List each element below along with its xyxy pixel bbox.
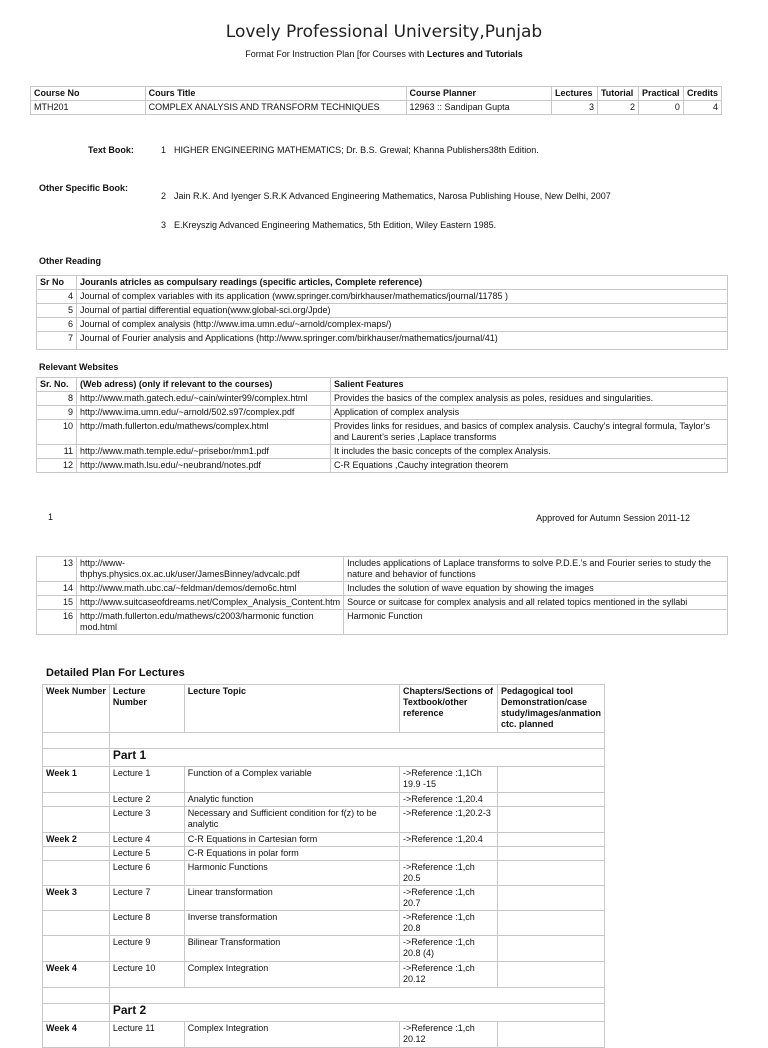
table-row bbox=[37, 332, 728, 350]
lecture-cell: Lecture 5 bbox=[109, 847, 184, 861]
website-srno: 10 bbox=[37, 420, 77, 445]
plan-header-cell: Lecture Number bbox=[109, 685, 184, 733]
pedagogy-cell bbox=[497, 833, 604, 847]
plan-header-cell: Week Number bbox=[43, 685, 110, 733]
table-row bbox=[37, 420, 728, 445]
table-row bbox=[43, 962, 605, 988]
reading-text: Journal of Fourier analysis and Applications (http://www.springer.com/birkhauser/mathematics/journal/41) bbox=[77, 332, 728, 350]
text-book-label: Text Book: bbox=[88, 145, 134, 155]
week-cell: Week 4 bbox=[43, 1022, 110, 1048]
table-row bbox=[37, 596, 728, 610]
lecture-cell: Lecture 8 bbox=[109, 911, 184, 936]
topic-cell: Harmonic Functions bbox=[184, 861, 399, 886]
week-cell: Week 2 bbox=[43, 833, 110, 847]
topic-cell: Necessary and Sufficient condition for f(z) to be analytic bbox=[184, 807, 399, 833]
other-reading-table bbox=[36, 275, 728, 350]
spacer-row bbox=[43, 988, 605, 1004]
spacer-row bbox=[43, 733, 605, 749]
plan-header-cell: Lecture Topic bbox=[184, 685, 399, 733]
course-value-cell: 0 bbox=[638, 101, 683, 115]
lecture-cell: Lecture 1 bbox=[109, 767, 184, 793]
pedagogy-cell bbox=[497, 847, 604, 861]
part-2-heading: Part 2 bbox=[109, 1004, 604, 1022]
reading-header-cell: Sr No bbox=[37, 276, 77, 290]
topic-cell: Function of a Complex variable bbox=[184, 767, 399, 793]
websites-table-continued bbox=[36, 556, 728, 635]
table-row bbox=[43, 886, 605, 911]
week-cell: Week 1 bbox=[43, 767, 110, 793]
website-url[interactable]: http://www.ima.umn.edu/~arnold/502.s97/complex.pdf bbox=[77, 406, 331, 420]
pedagogy-cell bbox=[497, 962, 604, 988]
reading-srno: 7 bbox=[37, 332, 77, 350]
website-feature: Application of complex analysis bbox=[331, 406, 728, 420]
pedagogy-cell bbox=[497, 793, 604, 807]
table-row bbox=[43, 1022, 605, 1048]
website-feature: Includes applications of Laplace transforms to solve P.D.E.’s and Fourier series to study the nature and behavior of functions bbox=[344, 557, 728, 582]
table-row bbox=[43, 847, 605, 861]
website-url[interactable]: http://www.suitcaseofdreams.net/Complex_Analysis_Content.htm bbox=[77, 596, 344, 610]
reading-header-cell: Jouranls atricles as compulsary readings (specific articles, Complete reference) bbox=[77, 276, 728, 290]
course-header-cell: Course Planner bbox=[406, 87, 551, 101]
table-row bbox=[43, 793, 605, 807]
reference-cell: ->Reference :1,ch 20.12 bbox=[400, 962, 498, 988]
part-row bbox=[43, 1004, 605, 1022]
reference-cell bbox=[400, 847, 498, 861]
plan-header-cell: Chapters/Sections of Textbook/other reference bbox=[400, 685, 498, 733]
other-book-label: Other Specific Book: bbox=[39, 183, 129, 193]
topic-cell: Bilinear Transformation bbox=[184, 936, 399, 962]
other-book-num: 3 bbox=[161, 220, 167, 230]
week-cell: Week 4 bbox=[43, 962, 110, 988]
websites-table bbox=[36, 377, 728, 473]
website-srno: 15 bbox=[37, 596, 77, 610]
website-url[interactable]: http://math.fullerton.edu/mathews/c2003/harmonic function mod.html bbox=[77, 610, 344, 635]
table-row bbox=[37, 582, 728, 596]
websites-label: Relevant Websites bbox=[39, 362, 119, 372]
table-row bbox=[37, 304, 728, 318]
pedagogy-cell bbox=[497, 936, 604, 962]
lecture-cell: Lecture 6 bbox=[109, 861, 184, 886]
topic-cell: Linear transformation bbox=[184, 886, 399, 911]
reading-srno: 6 bbox=[37, 318, 77, 332]
course-header-cell: Credits bbox=[683, 87, 721, 101]
websites-header-row bbox=[37, 378, 728, 392]
reading-srno: 5 bbox=[37, 304, 77, 318]
reference-cell: ->Reference :1,20.2-3 bbox=[400, 807, 498, 833]
lecture-cell: Lecture 2 bbox=[109, 793, 184, 807]
lecture-cell: Lecture 9 bbox=[109, 936, 184, 962]
pedagogy-cell bbox=[497, 911, 604, 936]
week-cell bbox=[43, 911, 110, 936]
reference-cell: ->Reference :1,ch 20.8 (4) bbox=[400, 936, 498, 962]
part-row bbox=[43, 749, 605, 767]
pedagogy-cell bbox=[497, 767, 604, 793]
website-url[interactable]: http://www-thphys.physics.ox.ac.uk/user/JamesBinney/advcalc.pdf bbox=[77, 557, 344, 582]
lecture-cell: Lecture 11 bbox=[109, 1022, 184, 1048]
table-row bbox=[43, 936, 605, 962]
lecture-cell: Lecture 7 bbox=[109, 886, 184, 911]
course-value-cell: 12963 :: Sandipan Gupta bbox=[406, 101, 551, 115]
course-header-cell: Tutorial bbox=[597, 87, 638, 101]
websites-header-cell: Sr. No. bbox=[37, 378, 77, 392]
website-srno: 12 bbox=[37, 459, 77, 473]
website-url[interactable]: http://math.fullerton.edu/mathews/complex.html bbox=[77, 420, 331, 445]
page-number: 1 bbox=[48, 512, 54, 522]
reference-cell: ->Reference :1,ch 20.12 bbox=[400, 1022, 498, 1048]
website-srno: 11 bbox=[37, 445, 77, 459]
table-row bbox=[43, 807, 605, 833]
university-title: Lovely Professional University,Punjab bbox=[225, 22, 543, 42]
topic-cell: Complex Integration bbox=[184, 1022, 399, 1048]
website-url[interactable]: http://www.math.lsu.edu/~neubrand/notes.pdf bbox=[77, 459, 331, 473]
reading-text: Journal of partial differential equation(www.global-sci.org/Jpde) bbox=[77, 304, 728, 318]
approved-session: Approved for Autumn Session 2011-12 bbox=[536, 513, 690, 523]
topic-cell: C-R Equations in Cartesian form bbox=[184, 833, 399, 847]
pedagogy-cell bbox=[497, 886, 604, 911]
websites-header-cell: Salient Features bbox=[331, 378, 728, 392]
lecture-cell: Lecture 4 bbox=[109, 833, 184, 847]
course-header-cell: Lectures bbox=[551, 87, 597, 101]
table-row bbox=[43, 833, 605, 847]
part-1-heading: Part 1 bbox=[109, 749, 604, 767]
format-subtitle-text: Format For Instruction Plan [for Courses with bbox=[245, 49, 427, 59]
pedagogy-cell bbox=[497, 807, 604, 833]
week-cell bbox=[43, 847, 110, 861]
topic-cell: Complex Integration bbox=[184, 962, 399, 988]
table-row bbox=[37, 290, 728, 304]
course-value-cell: 4 bbox=[683, 101, 721, 115]
table-row bbox=[37, 392, 728, 406]
course-header-cell: Course No bbox=[31, 87, 146, 101]
format-subtitle bbox=[0, 49, 768, 59]
reference-cell: ->Reference :1,1Ch 19.9 -15 bbox=[400, 767, 498, 793]
other-book-text: E.Kreyszig Advanced Engineering Mathematics, 5th Edition, Wiley Eastern 1985. bbox=[174, 220, 497, 230]
website-feature: C-R Equations ,Cauchy integration theorem bbox=[331, 459, 728, 473]
reference-cell: ->Reference :1,ch 20.7 bbox=[400, 886, 498, 911]
website-srno: 16 bbox=[37, 610, 77, 635]
website-feature: Provides links for residues, and basics of complex analysis. Cauchy’s integral formula, Taylor’s and Laurent’s series ,Laplace transforms bbox=[331, 420, 728, 445]
week-cell bbox=[43, 807, 110, 833]
table-row bbox=[37, 318, 728, 332]
course-value-cell: COMPLEX ANALYSIS AND TRANSFORM TECHNIQUES bbox=[145, 101, 406, 115]
table-row bbox=[37, 557, 728, 582]
pedagogy-cell bbox=[497, 861, 604, 886]
reference-cell: ->Reference :1,ch 20.8 bbox=[400, 911, 498, 936]
week-cell: Week 3 bbox=[43, 886, 110, 911]
website-feature: Harmonic Function bbox=[344, 610, 728, 635]
plan-header-row bbox=[43, 685, 605, 733]
reference-cell: ->Reference :1,20.4 bbox=[400, 793, 498, 807]
week-cell bbox=[43, 861, 110, 886]
course-value-cell: MTH201 bbox=[31, 101, 146, 115]
course-header-row bbox=[31, 87, 722, 101]
website-srno: 14 bbox=[37, 582, 77, 596]
website-url[interactable]: http://www.math.ubc.ca/~feldman/demos/demo6c.html bbox=[77, 582, 344, 596]
website-feature: Provides the basics of the complex analysis as poles, residues and singularities. bbox=[331, 392, 728, 406]
website-srno: 8 bbox=[37, 392, 77, 406]
topic-cell: Analytic function bbox=[184, 793, 399, 807]
plan-header-cell: Pedagogical tool Demonstration/case study/images/anmation ctc. planned bbox=[497, 685, 604, 733]
table-row bbox=[37, 445, 728, 459]
website-url[interactable]: http://www.math.temple.edu/~prisebor/mm1.pdf bbox=[77, 445, 331, 459]
week-cell bbox=[43, 936, 110, 962]
lecture-cell: Lecture 3 bbox=[109, 807, 184, 833]
topic-cell: C-R Equations in polar form bbox=[184, 847, 399, 861]
course-value-row bbox=[31, 101, 722, 115]
course-value-cell: 2 bbox=[597, 101, 638, 115]
reading-header-row bbox=[37, 276, 728, 290]
website-feature: Source or suitcase for complex analysis and all related topics mentioned in the syllabi bbox=[344, 596, 728, 610]
reading-text: Journal of complex analysis (http://www.ima.umn.edu/~arnold/complex-maps/) bbox=[77, 318, 728, 332]
detailed-plan-title: Detailed Plan For Lectures bbox=[46, 667, 185, 679]
week-cell bbox=[43, 793, 110, 807]
reading-srno: 4 bbox=[37, 290, 77, 304]
website-srno: 9 bbox=[37, 406, 77, 420]
text-book-text: HIGHER ENGINEERING MATHEMATICS; Dr. B.S. Grewal; Khanna Publishers38th Edition. bbox=[174, 145, 539, 155]
table-row bbox=[43, 767, 605, 793]
reference-cell: ->Reference :1,20.4 bbox=[400, 833, 498, 847]
table-row bbox=[37, 610, 728, 635]
course-value-cell: 3 bbox=[551, 101, 597, 115]
pedagogy-cell bbox=[497, 1022, 604, 1048]
topic-cell: Inverse transformation bbox=[184, 911, 399, 936]
table-row bbox=[43, 911, 605, 936]
lecture-cell: Lecture 10 bbox=[109, 962, 184, 988]
websites-header-cell: (Web adress) (only if relevant to the courses) bbox=[77, 378, 331, 392]
table-row bbox=[37, 406, 728, 420]
website-url[interactable]: http://www.math.gatech.edu/~cain/winter99/complex.html bbox=[77, 392, 331, 406]
other-book-text: Jain R.K. And Iyenger S.R.K Advanced Engineering Mathematics, Narosa Publishing House, New Delhi, 2007 bbox=[174, 191, 611, 201]
table-row bbox=[37, 459, 728, 473]
course-header-cell: Practical bbox=[638, 87, 683, 101]
website-srno: 13 bbox=[37, 557, 77, 582]
website-feature: It includes the basic concepts of the complex Analysis. bbox=[331, 445, 728, 459]
other-reading-label: Other Reading bbox=[39, 256, 102, 266]
other-book-num: 2 bbox=[161, 191, 167, 201]
reading-text: Journal of complex variables with its application (www.springer.com/birkhauser/mathematics/journal/11785 ) bbox=[77, 290, 728, 304]
text-book-num: 1 bbox=[161, 145, 167, 155]
course-table bbox=[30, 86, 722, 115]
table-row bbox=[43, 861, 605, 886]
website-feature: Includes the solution of wave equation by showing the images bbox=[344, 582, 728, 596]
lecture-plan-table bbox=[42, 684, 605, 1048]
course-header-cell: Cours Title bbox=[145, 87, 406, 101]
format-subtitle-bold: Lectures and Tutorials bbox=[426, 49, 523, 59]
reference-cell: ->Reference :1,ch 20.5 bbox=[400, 861, 498, 886]
